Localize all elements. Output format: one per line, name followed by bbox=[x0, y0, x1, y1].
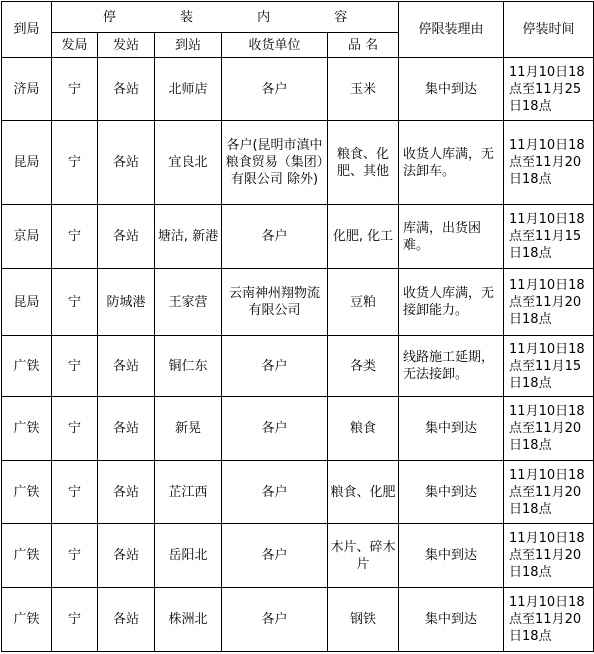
cell-goods: 粮食、化肥 bbox=[328, 461, 399, 524]
cell-to-station: 铜仁东 bbox=[155, 336, 222, 397]
cell-to-station: 岳阳北 bbox=[155, 524, 222, 588]
table-row bbox=[2, 269, 594, 336]
cell-consignee: 各户 bbox=[222, 58, 328, 121]
header-time: 停装时间 bbox=[504, 2, 594, 58]
cell-consignee: 云南神州翔物流有限公司 bbox=[222, 269, 328, 336]
cell-to-station: 王家营 bbox=[155, 269, 222, 336]
cell-consignee: 各户 bbox=[222, 588, 328, 652]
cell-from-station: 各站 bbox=[98, 588, 155, 652]
table-row bbox=[2, 121, 594, 205]
cell-to-bureau: 昆局 bbox=[2, 121, 52, 205]
cell-to-station: 芷江西 bbox=[155, 461, 222, 524]
cell-time: 11月10日18点至11月20日18点 bbox=[504, 397, 594, 461]
cell-time: 11月10日18点至11月20日18点 bbox=[504, 461, 594, 524]
cell-consignee: 各户(昆明市滇中粮食贸易（集团）有限公司 除外) bbox=[222, 121, 328, 205]
cell-reason: 收货人库满，无接卸能力。 bbox=[399, 269, 504, 336]
cell-from-bureau: 宁 bbox=[52, 524, 98, 588]
cell-reason: 集中到达 bbox=[399, 397, 504, 461]
cell-goods: 木片、碎木片 bbox=[328, 524, 399, 588]
cell-from-bureau: 宁 bbox=[52, 336, 98, 397]
cell-reason: 集中到达 bbox=[399, 461, 504, 524]
header-to-bureau: 到局 bbox=[2, 2, 52, 58]
cell-goods: 粮食 bbox=[328, 397, 399, 461]
cell-to-bureau: 广铁 bbox=[2, 524, 52, 588]
cell-from-station: 各站 bbox=[98, 336, 155, 397]
header-row-1 bbox=[2, 2, 594, 33]
cell-to-bureau: 广铁 bbox=[2, 336, 52, 397]
cell-to-bureau: 昆局 bbox=[2, 269, 52, 336]
cell-consignee: 各户 bbox=[222, 397, 328, 461]
table-row bbox=[2, 397, 594, 461]
cell-goods: 粮食、化肥、其他 bbox=[328, 121, 399, 205]
cell-to-bureau: 广铁 bbox=[2, 397, 52, 461]
cell-time: 11月10日18点至11月15日18点 bbox=[504, 205, 594, 269]
header-goods: 品 名 bbox=[328, 33, 399, 58]
cell-goods: 豆粕 bbox=[328, 269, 399, 336]
cell-from-bureau: 宁 bbox=[52, 121, 98, 205]
cell-consignee: 各户 bbox=[222, 336, 328, 397]
cell-time: 11月10日18点至11月15日18点 bbox=[504, 336, 594, 397]
header-from-station: 发站 bbox=[98, 33, 155, 58]
cell-consignee: 各户 bbox=[222, 461, 328, 524]
cell-reason: 收货人库满，无法卸车。 bbox=[399, 121, 504, 205]
cell-reason: 集中到达 bbox=[399, 524, 504, 588]
cell-time: 11月10日18点至11月20日18点 bbox=[504, 524, 594, 588]
cell-reason: 集中到达 bbox=[399, 58, 504, 121]
cell-consignee: 各户 bbox=[222, 524, 328, 588]
table-row bbox=[2, 524, 594, 588]
header-group: 停 装 内 容 bbox=[52, 2, 399, 33]
header-reason: 停限装理由 bbox=[399, 2, 504, 58]
cell-time: 11月10日18点至11月25日18点 bbox=[504, 58, 594, 121]
cell-to-bureau: 京局 bbox=[2, 205, 52, 269]
cell-from-station: 各站 bbox=[98, 121, 155, 205]
cell-from-station: 各站 bbox=[98, 205, 155, 269]
cell-from-bureau: 宁 bbox=[52, 58, 98, 121]
header-from-bureau: 发局 bbox=[52, 33, 98, 58]
table-row bbox=[2, 58, 594, 121]
cell-from-station: 各站 bbox=[98, 461, 155, 524]
table-row bbox=[2, 588, 594, 652]
cell-to-station: 塘沽, 新港 bbox=[155, 205, 222, 269]
cell-reason: 库满，出货困难。 bbox=[399, 205, 504, 269]
cell-reason: 线路施工延期，无法接卸。 bbox=[399, 336, 504, 397]
cell-to-bureau: 广铁 bbox=[2, 588, 52, 652]
cell-from-bureau: 宁 bbox=[52, 205, 98, 269]
cell-reason: 集中到达 bbox=[399, 588, 504, 652]
header-consignee: 收货单位 bbox=[222, 33, 328, 58]
cell-time: 11月10日18点至11月20日18点 bbox=[504, 121, 594, 205]
cell-to-station: 新晃 bbox=[155, 397, 222, 461]
table-row bbox=[2, 336, 594, 397]
cell-goods: 玉米 bbox=[328, 58, 399, 121]
cell-time: 11月10日18点至11月20日18点 bbox=[504, 588, 594, 652]
loading-suspension-table bbox=[1, 1, 594, 652]
cell-to-station: 株洲北 bbox=[155, 588, 222, 652]
cell-consignee: 各户 bbox=[222, 205, 328, 269]
cell-from-station: 防城港 bbox=[98, 269, 155, 336]
header-to-station: 到站 bbox=[155, 33, 222, 58]
cell-to-station: 宜良北 bbox=[155, 121, 222, 205]
cell-from-bureau: 宁 bbox=[52, 461, 98, 524]
cell-to-bureau: 济局 bbox=[2, 58, 52, 121]
cell-to-bureau: 广铁 bbox=[2, 461, 52, 524]
cell-from-bureau: 宁 bbox=[52, 397, 98, 461]
cell-from-station: 各站 bbox=[98, 524, 155, 588]
cell-goods: 各类 bbox=[328, 336, 399, 397]
cell-from-bureau: 宁 bbox=[52, 588, 98, 652]
cell-goods: 化肥, 化工 bbox=[328, 205, 399, 269]
cell-from-station: 各站 bbox=[98, 58, 155, 121]
cell-to-station: 北师店 bbox=[155, 58, 222, 121]
cell-time: 11月10日18点至11月20日18点 bbox=[504, 269, 594, 336]
cell-goods: 钢铁 bbox=[328, 588, 399, 652]
table-row bbox=[2, 205, 594, 269]
cell-from-station: 各站 bbox=[98, 397, 155, 461]
table-row bbox=[2, 461, 594, 524]
cell-from-bureau: 宁 bbox=[52, 269, 98, 336]
